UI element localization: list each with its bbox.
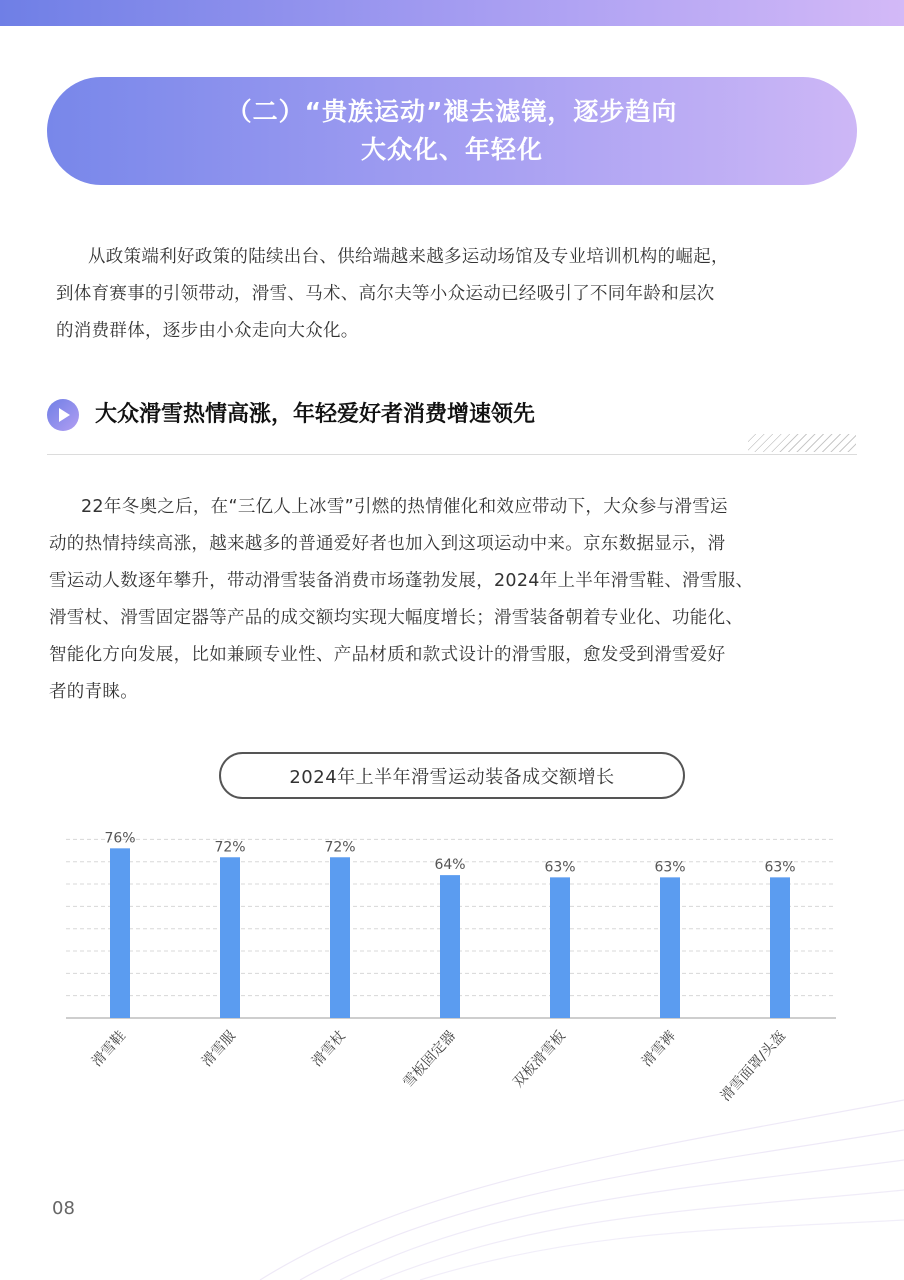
chart-title: 2024年上半年滑雪运动装备成交额增长: [219, 752, 685, 799]
chapter-title-line-2: 大众化、年轻化: [360, 135, 543, 164]
bar-value-label: 76%: [104, 830, 136, 847]
bar: [110, 848, 130, 1018]
bar: [330, 857, 350, 1018]
category-label: 滑雪杖: [308, 1027, 349, 1070]
chapter-title-banner: [47, 77, 857, 185]
top-gradient-bar: [0, 0, 904, 26]
decorative-waves: [0, 1060, 904, 1280]
intro-line: 的消费群体，逐步由小众走向大众化。: [56, 321, 359, 341]
body-line: 雪运动人数逐年攀升，带动滑雪装备消费市场蓬勃发展，2024年上半年滑雪鞋、滑雪服、: [49, 571, 754, 591]
bar-value-label: 63%: [654, 859, 686, 876]
body-line: 22年冬奥之后，在“三亿人上冰雪”引燃的热情催化和效应带动下，大众参与滑雪运: [81, 497, 728, 517]
body-line: 智能化方向发展，比如兼顾专业性、产品材质和款式设计的滑雪服，愈发受到滑雪爱好: [49, 645, 726, 665]
section-divider: [47, 454, 857, 455]
bar: [550, 877, 570, 1018]
bar-value-label: 72%: [214, 839, 246, 856]
intro-paragraph: [56, 239, 729, 350]
category-label: 雪板固定器: [400, 1027, 459, 1091]
bar: [660, 877, 680, 1018]
category-label: 滑雪裤: [638, 1027, 679, 1070]
section-title: 大众滑雪热情高涨，年轻爱好者消费增速领先: [95, 402, 536, 427]
bar-value-label: 64%: [434, 857, 466, 874]
bar: [220, 857, 240, 1018]
category-label: 滑雪面罩/头盔: [717, 1027, 789, 1105]
section-heading: [47, 395, 857, 435]
intro-line: 到体育赛事的引领带动，滑雪、马术、高尔夫等小众运动已经吸引了不同年龄和层次: [56, 284, 715, 304]
bar-value-label: 63%: [544, 859, 576, 876]
chapter-title-line-1: （二）“贵族运动”褪去滤镜，逐步趋向: [226, 97, 678, 126]
body-paragraph: [49, 489, 753, 711]
bar-value-label: 72%: [324, 839, 356, 856]
intro-line: 从政策端利好政策的陆续出台、供给端越来越多运动场馆及专业培训机构的崛起，: [88, 247, 729, 267]
play-icon: [47, 399, 79, 431]
bar: [770, 877, 790, 1018]
category-label: 双板滑雪板: [510, 1027, 569, 1091]
body-line: 动的热情持续高涨，越来越多的普通爱好者也加入到这项运动中来。京东数据显示，滑: [49, 534, 726, 554]
decorative-hatch: [748, 434, 856, 452]
body-line: 者的青睐。: [49, 682, 138, 702]
category-label: 滑雪服: [198, 1027, 239, 1070]
body-line: 滑雪杖、滑雪固定器等产品的成交额均实现大幅度增长；滑雪装备朝着专业化、功能化、: [49, 608, 744, 628]
page-number: 08: [52, 1198, 75, 1219]
bar-value-label: 63%: [764, 859, 796, 876]
bar: [440, 875, 460, 1018]
category-label: 滑雪鞋: [88, 1027, 129, 1070]
